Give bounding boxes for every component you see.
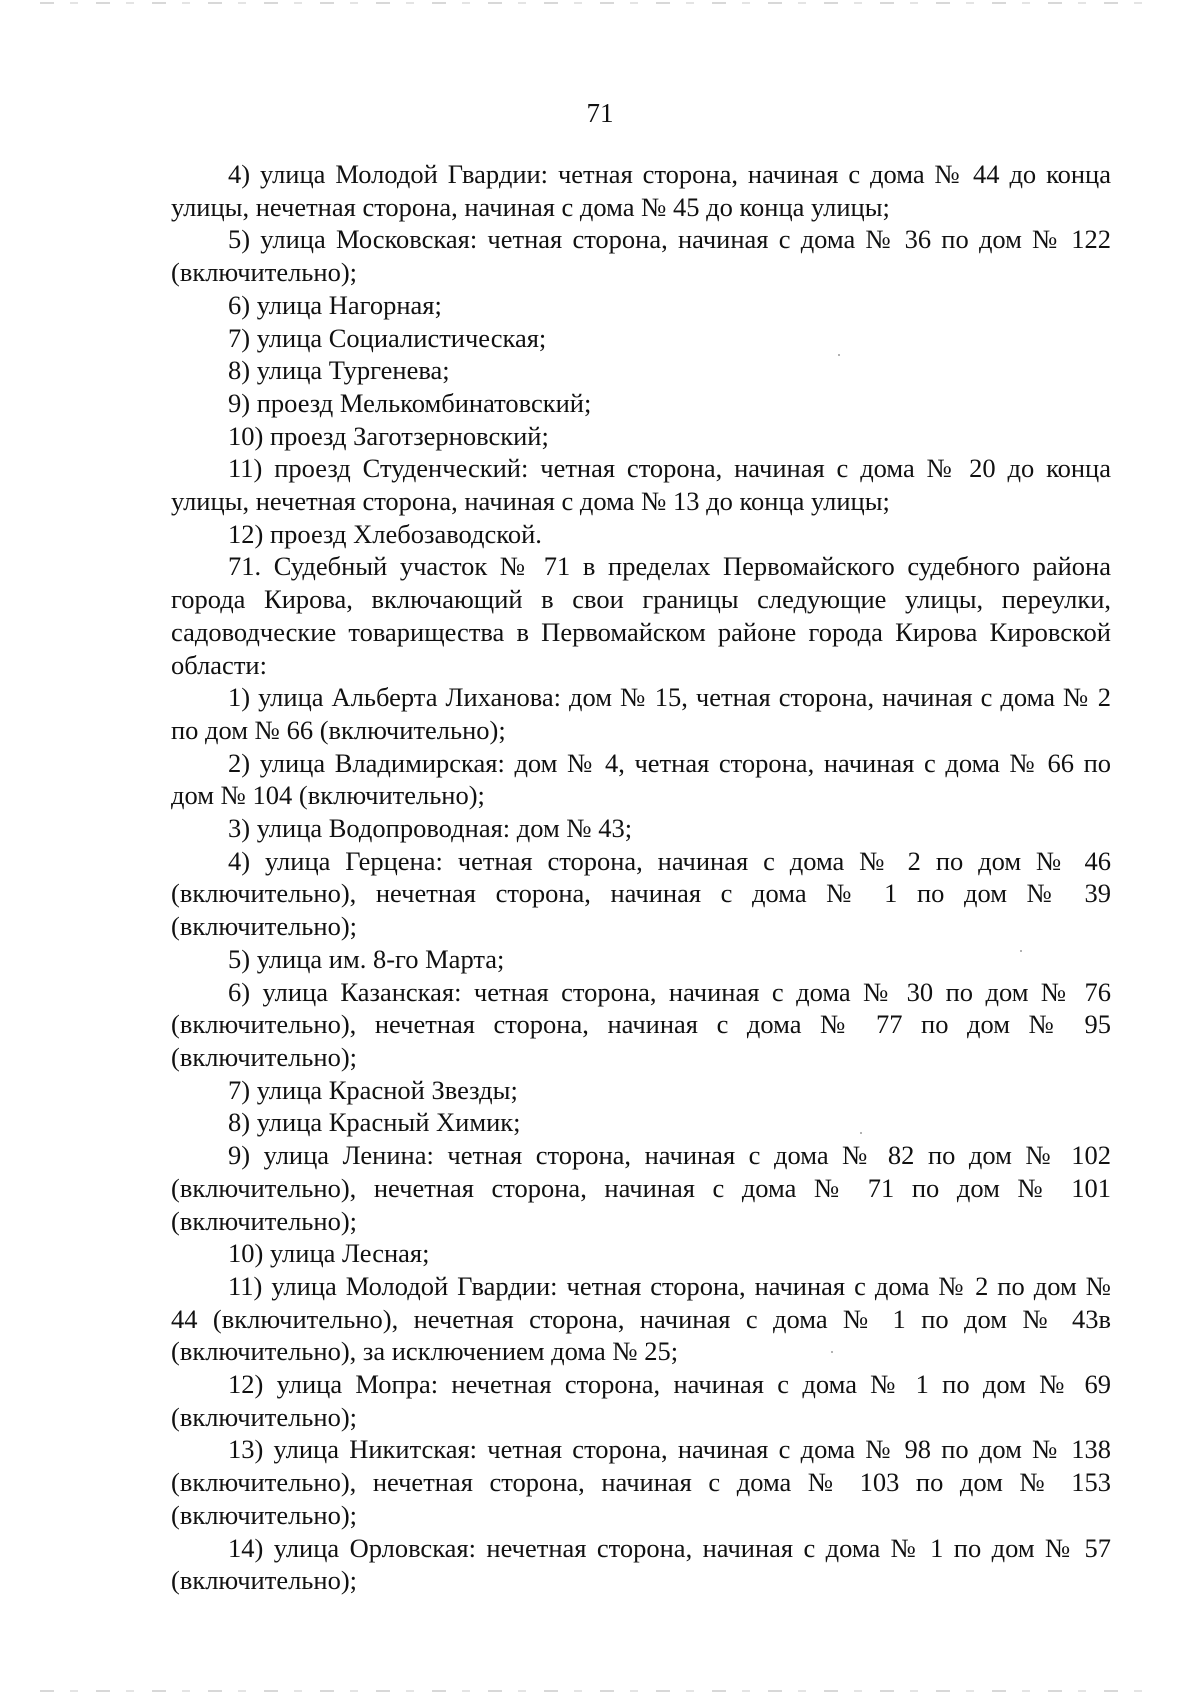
list-item: 8) улица Тургенева; — [228, 355, 450, 386]
list-item: 9) улица Ленина: четная сторона, начиная с дома № 82 по дом № 102 (включительно), нечетная сторона, начиная с дома № 71 по дом № 101 (включительно); — [171, 1140, 1111, 1236]
section-heading-paragraph: 71. Судебный участок № 71 в пределах Первомайского судебного района города Кирова, включающий в свои границы следующие улицы, переулки, садоводческие товарищества в Первомайском районе города Кирова Кировской области: — [171, 551, 1111, 680]
list-item: 11) улица Молодой Гвардии: четная сторона, начиная с дома № 2 по дом № 44 (включительно), нечетная сторона, начиная с дома № 1 по дом № 43в (включительно), за исключением дома № 25; — [171, 1270, 1111, 1367]
scan-top-edge — [40, 2, 1160, 4]
list-item: 11) проезд Студенческий: четная сторона, начиная с дома № 20 до конца улицы, нечетная сторона, начиная с дома № 13 до конца улицы; — [171, 453, 1111, 517]
list-item: 1) улица Альберта Лиханова: дом № 15, четная сторона, начиная с дома № 2 по дом № 66 (включительно); — [171, 682, 1111, 745]
list-item: 10) улица Лесная; — [228, 1238, 430, 1269]
page-number: 71 — [586, 98, 614, 128]
list-item: 7) улица Красной Звезды; — [228, 1074, 518, 1105]
list-item: 2) улица Владимирская: дом № 4, четная сторона, начиная с дома № 66 по дом № 104 (включительно); — [171, 747, 1111, 811]
scan-speck — [831, 1351, 833, 1353]
document-body — [171, 158, 1111, 1597]
list-item: 8) улица Красный Химик; — [228, 1107, 521, 1138]
scan-speck — [1020, 950, 1022, 952]
list-item: 3) улица Водопроводная: дом № 43; — [228, 813, 633, 844]
list-item: 14) улица Орловская: нечетная сторона, начиная с дома № 1 по дом № 57 (включительно); — [171, 1532, 1111, 1596]
list-item: 6) улица Нагорная; — [228, 289, 442, 320]
list-item: 9) проезд Мелькомбинатовский; — [228, 387, 592, 418]
list-item: 7) улица Социалистическая; — [228, 322, 547, 353]
list-item: 12) улица Мопра: нечетная сторона, начиная с дома № 1 по дом № 69 (включительно); — [171, 1369, 1111, 1432]
list-item: 12) проезд Хлебозаводской. — [228, 518, 542, 549]
list-item: 4) улица Молодой Гвардии: четная сторона, начиная с дома № 44 до конца улицы, нечетная сторона, начиная с дома № 45 до конца улицы; — [171, 159, 1111, 222]
list-item: 13) улица Никитская: четная сторона, начиная с дома № 98 по дом № 138 (включительно), нечетная сторона, начиная с дома № 103 по дом № 153 (включительно); — [171, 1434, 1111, 1530]
list-item: 5) улица им. 8-го Марта; — [228, 943, 505, 974]
scan-speck — [860, 1132, 862, 1134]
list-item: 6) улица Казанская: четная сторона, начиная с дома № 30 по дом № 76 (включительно), нечетная сторона, начиная с дома № 77 по дом № 95 (включительно); — [171, 976, 1111, 1072]
list-item: 4) улица Герцена: четная сторона, начиная с дома № 2 по дом № 46 (включительно), нечетная сторона, начиная с дома № 1 по дом № 39 (включительно); — [171, 845, 1111, 942]
list-item: 5) улица Московская: четная сторона, начиная с дома № 36 по дом № 122 (включительно); — [171, 224, 1111, 288]
scan-speck — [838, 354, 840, 356]
list-item: 10) проезд Заготзерновский; — [228, 420, 549, 451]
scan-bottom-edge — [40, 1690, 1160, 1692]
